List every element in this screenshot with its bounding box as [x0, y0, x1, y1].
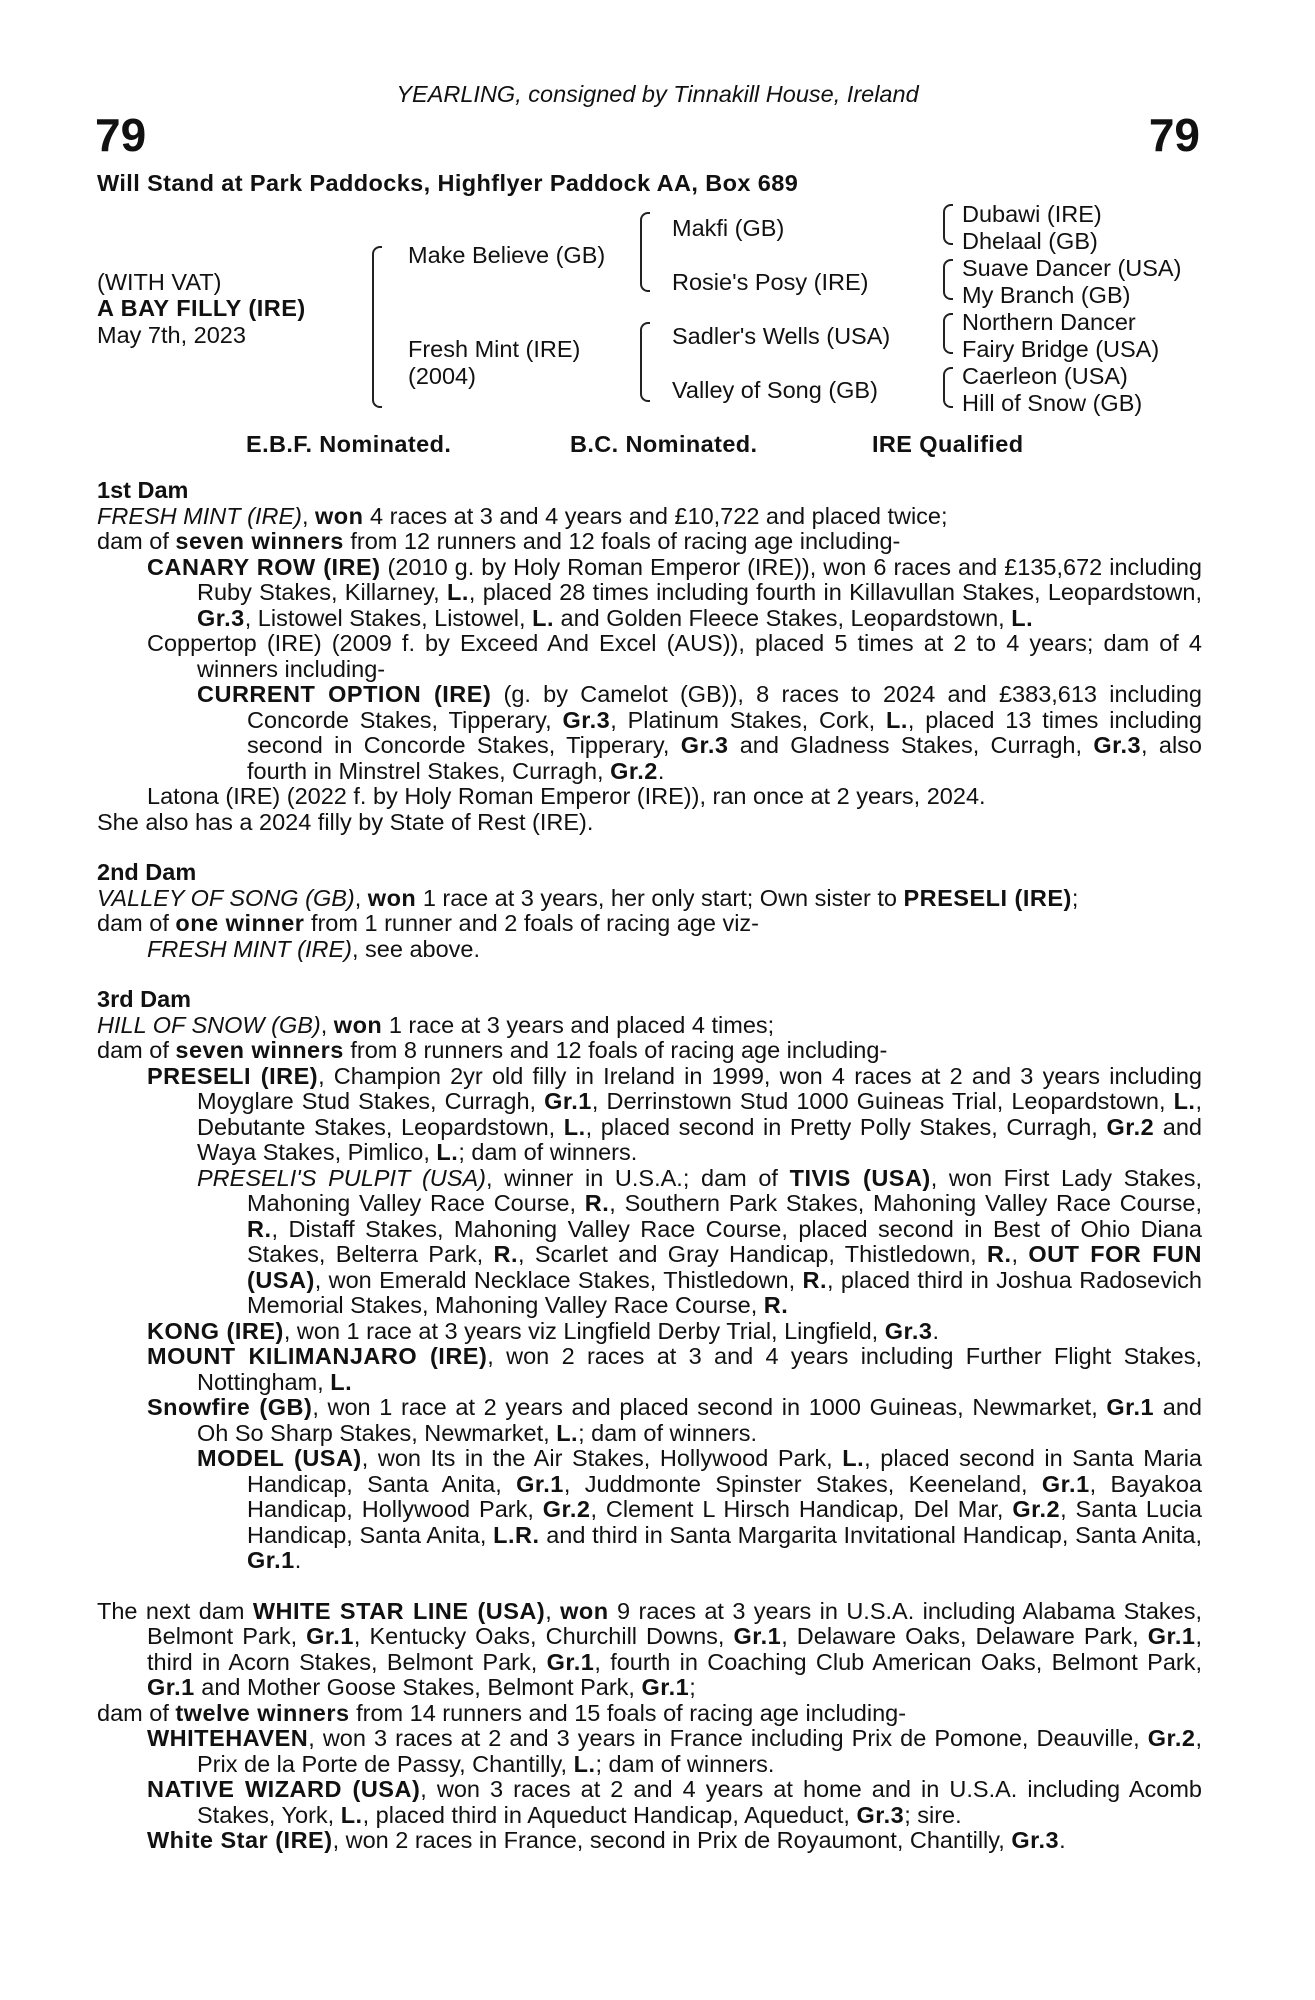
pedigree-g8: Hill of Snow (GB) — [962, 390, 1143, 416]
pedigree-dam-sire: Sadler's Wells (USA) — [672, 323, 891, 349]
third-dam-record: HILL OF SNOW (GB), won 1 race at 3 years and placed 4 times; — [97, 1011, 775, 1038]
produce-native-wizard: NATIVE WIZARD (USA), won 3 races at 2 and 4 years at home and in U.S.A. including Acomb Stakes, York, L., placed third in Aqueduct Handicap, Aqueduct, Gr.3; sire. — [147, 1776, 1202, 1828]
pedigree-dam: Fresh Mint (IRE) — [408, 336, 581, 362]
second-dam-produce-fresh-mint: FRESH MINT (IRE), see above. — [147, 935, 481, 962]
produce-current-option: CURRENT OPTION (IRE) (g. by Camelot (GB)), 8 races to 2024 and £383,613 including Concorde Stakes, Tipperary, Gr.3, Platinum Stakes, Cork, L., placed 13 times including second in Concorde Stakes, Tipperary, Gr.3 and Gladness Stakes, Curragh, Gr.3, also fourth in Minstrel Stakes, Curragh, Gr.2. — [197, 681, 1203, 784]
lot-heading: YEARLING, consigned by Tinnakill House, Ireland — [396, 81, 919, 107]
horse-dob: May 7th, 2023 — [97, 322, 246, 348]
lot-number-left: 79 — [95, 109, 147, 161]
sire-line-brace — [640, 212, 650, 292]
pedigree-g1: Dubawi (IRE) — [962, 201, 1102, 227]
second-dam-record: VALLEY OF SONG (GB), won 1 race at 3 years, her only start; Own sister to PRESELI (IRE); — [97, 884, 1079, 911]
produce-preseli: PRESELI (IRE), Champion 2yr old filly in Ireland in 1999, won 4 races at 2 and 3 years including Moyglare Stud Stakes, Curragh, Gr.1, Derrinstown Stud 1000 Guineas Trial, Leopardstown, L., Debutante Stakes, Leopardstown, L., placed second in Pretty Polly Stakes, Curragh, Gr.2 and Waya Stakes, Pimlico, L.; dam of winners. — [147, 1062, 1202, 1165]
pedigree-g2: Dhelaal (GB) — [962, 228, 1098, 254]
pedigree-g3: Suave Dancer (USA) — [962, 255, 1182, 281]
produce-snowfire: Snowfire (GB), won 1 race at 2 years and placed second in 1000 Guineas, Newmarket, Gr.1 and Oh So Sharp Stakes, Newmarket, L.; dam of winners. — [147, 1394, 1202, 1446]
third-dam-heading: 3rd Dam — [97, 986, 192, 1012]
pedigree-sire: Make Believe (GB) — [408, 242, 606, 268]
vat-note: (WITH VAT) — [97, 269, 222, 295]
produce-white-star: White Star (IRE), won 2 races in France, second in Prix de Royaumont, Chantilly, Gr.3. — [147, 1827, 1066, 1853]
pedigree-dam-year: (2004) — [408, 363, 476, 389]
pedigree-g7: Caerleon (USA) — [962, 363, 1128, 389]
lot-number-right: 79 — [1148, 109, 1200, 161]
produce-mount-kilimanjaro: MOUNT KILIMANJARO (IRE), won 2 races at 3 and 4 years including Further Flight Stakes, Nottingham, L. — [147, 1343, 1202, 1395]
g-brace-3 — [943, 313, 953, 354]
dam-line-brace — [640, 322, 650, 402]
pedigree-g5: Northern Dancer — [962, 309, 1136, 335]
ebf-nominated: E.B.F. Nominated. — [246, 431, 452, 457]
sire-dam-brace — [372, 246, 382, 408]
stand-location: Will Stand at Park Paddocks, Highflyer Paddock AA, Box 689 — [97, 170, 799, 196]
produce-preselis-pulpit: PRESELI'S PULPIT (USA), winner in U.S.A.; dam of TIVIS (USA), won First Lady Stakes, Mahoning Valley Race Course, R., Southern Park Stakes, Mahoning Valley Race Course, R., Distaff Stakes, Mahoning Valley Race Course, placed second in Best of Ohio Diana Stakes, Belterra Park, R., Scarlet and Gray Handicap, Thistledown, R., OUT FOR FUN (USA), won Emerald Necklace Stakes, Thistledown, R., placed third in Joshua Radosevich Memorial Stakes, Mahoning Valley Race Course, R. — [197, 1164, 1203, 1318]
pedigree-dam-dam: Valley of Song (GB) — [672, 377, 878, 403]
next-dam-record: The next dam WHITE STAR LINE (USA), won 9 races at 3 years in U.S.A. including Alabama Stakes, Belmont Park, Gr.1, Kentucky Oaks, Churchill Downs, Gr.1, Delaware Oaks, Delaware Park, Gr.1, third in Acorn Stakes, Belmont Park, Gr.1, fourth in Coaching Club American Oaks, Belmont Park, Gr.1 and Mother Goose Stakes, Belmont Park, Gr.1; — [97, 1597, 1202, 1700]
produce-latona: Latona (IRE) (2022 f. by Holy Roman Emperor (IRE)), ran once at 2 years, 2024. — [147, 783, 986, 809]
bc-nominated: B.C. Nominated. — [570, 431, 758, 457]
g-brace-2 — [943, 259, 953, 300]
produce-coppertop: Coppertop (IRE) (2009 f. by Exceed And Excel (AUS)), placed 5 times at 2 to 4 years; dam of 4 winners including- — [147, 630, 1202, 682]
g-brace-4 — [943, 367, 953, 408]
produce-model: MODEL (USA), won Its in the Air Stakes, Hollywood Park, L., placed second in Santa Maria Handicap, Santa Anita, Gr.1, Juddmonte Spinster Stakes, Keeneland, Gr.1, Bayakoa Handicap, Hollywood Park, Gr.2, Clement L Hirsch Handicap, Del Mar, Gr.2, Santa Lucia Handicap, Santa Anita, L.R. and third in Santa Margarita Invitational Handicap, Santa Anita, Gr.1. — [197, 1445, 1202, 1573]
pedigree-sire-dam: Rosie's Posy (IRE) — [672, 269, 869, 295]
first-dam-record: FRESH MINT (IRE), won 4 races at 3 and 4 years and £10,722 and placed twice; — [97, 502, 948, 529]
first-dam-heading: 1st Dam — [97, 477, 189, 503]
next-dam-produce-summary: dam of twelve winners from 14 runners and 15 foals of racing age including- — [97, 1699, 907, 1726]
third-dam-produce-summary: dam of seven winners from 8 runners and 12 foals of racing age including- — [97, 1037, 888, 1063]
g-brace-1 — [943, 204, 953, 245]
produce-kong: KONG (IRE), won 1 race at 3 years viz Lingfield Derby Trial, Lingfield, Gr.3. — [147, 1317, 939, 1344]
pedigree-sire-sire: Makfi (GB) — [672, 215, 785, 241]
horse-name: A BAY FILLY (IRE) — [97, 295, 306, 321]
pedigree-g6: Fairy Bridge (USA) — [962, 336, 1160, 362]
second-dam-heading: 2nd Dam — [97, 859, 197, 885]
produce-2024-filly: She also has a 2024 filly by State of Rest (IRE). — [97, 808, 594, 835]
produce-whitehaven: WHITEHAVEN, won 3 races at 2 and 3 years in France including Prix de Pomone, Deauville, Gr.2, Prix de la Porte de Passy, Chantilly, L.; dam of winners. — [147, 1725, 1202, 1777]
first-dam-produce-summary: dam of seven winners from 12 runners and 12 foals of racing age including- — [97, 528, 901, 554]
ire-qualified: IRE Qualified — [872, 431, 1024, 457]
produce-canary-row: CANARY ROW (IRE) (2010 g. by Holy Roman Emperor (IRE)), won 6 races and £135,672 including Ruby Stakes, Killarney, L., placed 28 times including fourth in Killavullan Stakes, Leopardstown, Gr.3, Listowel Stakes, Listowel, L. and Golden Fleece Stakes, Leopardstown, L. — [147, 553, 1202, 631]
catalogue-body — [97, 478, 1202, 1854]
pedigree-g4: My Branch (GB) — [962, 282, 1131, 308]
second-dam-produce-summary: dam of one winner from 1 runner and 2 foals of racing age viz- — [97, 910, 759, 936]
